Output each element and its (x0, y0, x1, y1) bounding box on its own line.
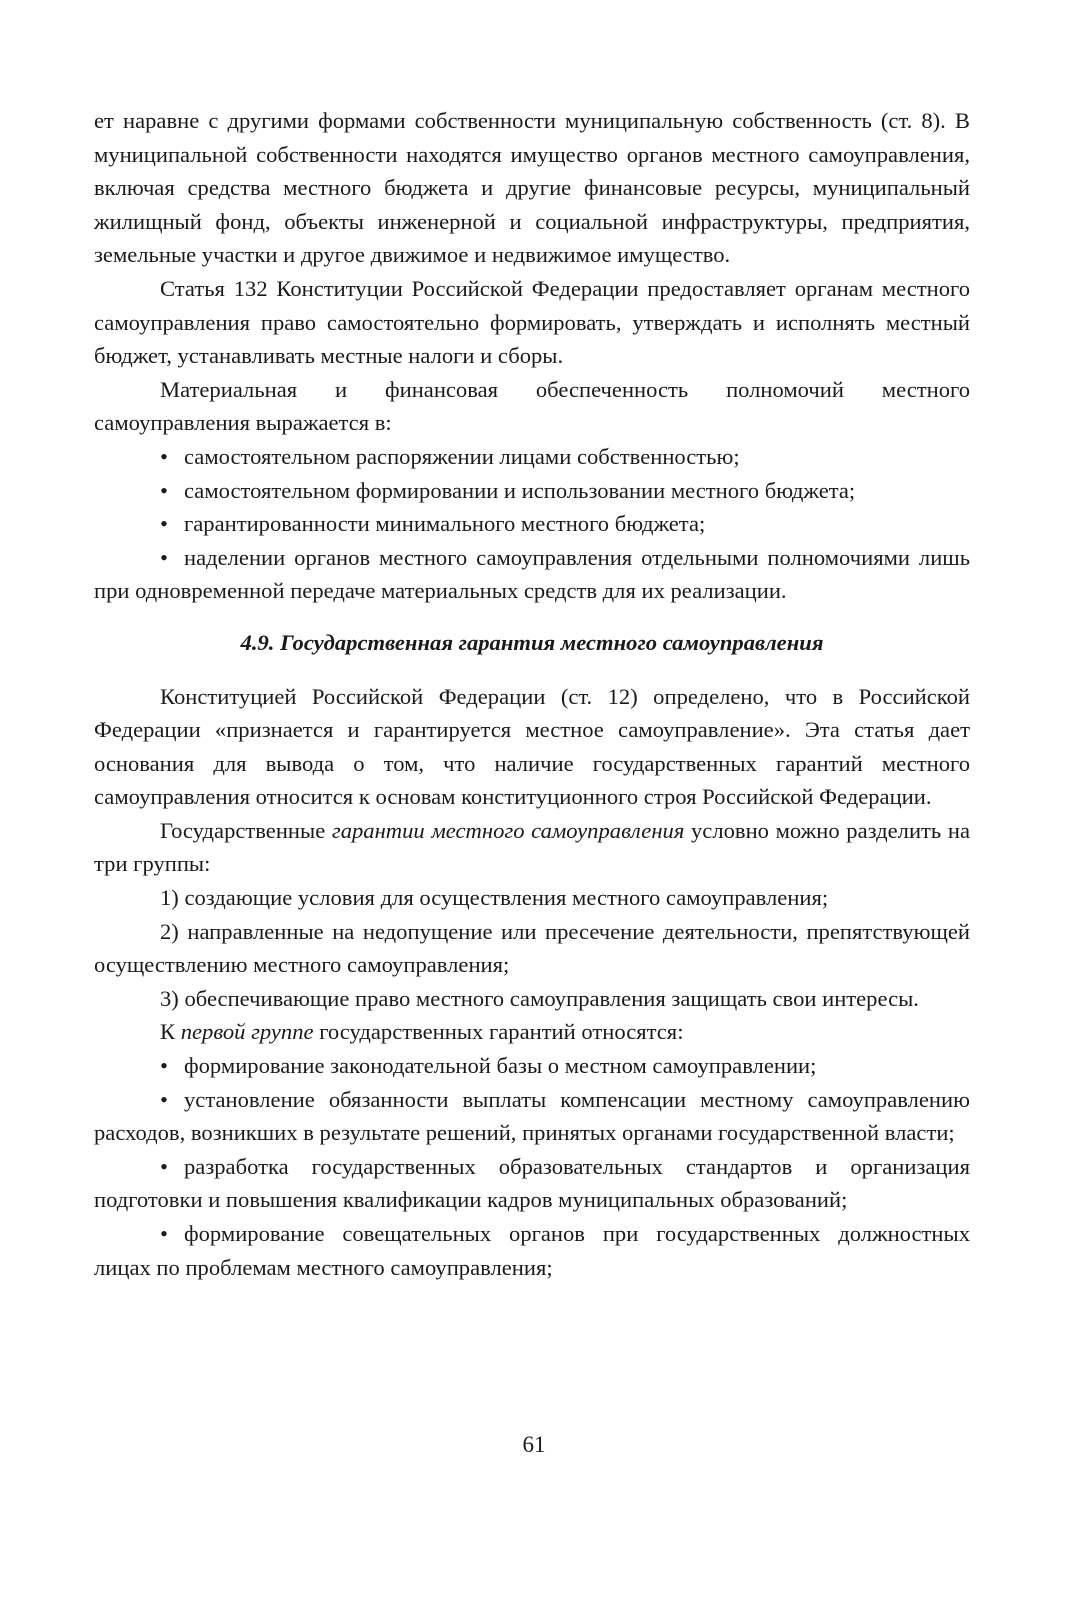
list-item (94, 1150, 970, 1217)
paragraph-material-support: Материальная и финансовая обеспеченность полномочий местного самоуправления выражается в: (94, 376, 970, 436)
bullet-icon: • (160, 544, 168, 570)
italic-term: первой группе (180, 1019, 314, 1045)
bullet-icon: • (160, 1221, 168, 1246)
paragraph-article-132: Статья 132 Конституции Российской Федерации предоставляет органам местного самоуправления право самостоятельно формировать, утверждать и исполнять местный бюджет, устанавливать местные налоги и сборы. (94, 275, 970, 369)
paragraph-constitution-art-12: Конституцией Российской Федерации (ст. 12) определено, что в Российской Федерации «признается и гарантируется местное самоуправление». Эта статья дает основания для вывода о том, что наличие государственных гарантий местного самоуправления относится к основам конституционного строя Российской Федерации. (94, 683, 970, 810)
list-item-text: гарантированности минимального местного бюджета; (184, 511, 706, 537)
list-item (94, 1217, 970, 1284)
paragraph-first-group (94, 1015, 970, 1049)
list-item (94, 1083, 970, 1150)
list-item (94, 440, 970, 474)
list-item-text: самостоятельном формировании и использовании местного бюджета; (184, 477, 856, 503)
list-item-text: формирование совещательных органов при государственных должностных лицах по проблемам местного самоуправления; (94, 1221, 970, 1280)
text-fragment: К (160, 1019, 181, 1045)
italic-term: гарантии местного самоуправления (331, 817, 685, 843)
paragraph-guarantee-groups (94, 814, 970, 881)
bullet-icon: • (160, 1053, 168, 1079)
numbered-item: 1) создающие условия для осуществления местного самоуправления; (160, 885, 829, 911)
list-item (94, 474, 970, 508)
bullet-icon: • (160, 443, 168, 469)
list-item (94, 507, 970, 541)
bullet-icon: • (160, 1086, 168, 1112)
list-item-text: установление обязанности выплаты компенсации местному самоуправлению расходов, возникших в результате решений, принятых органами государственной власти; (94, 1086, 970, 1146)
list-item (94, 541, 970, 608)
paragraph-continued: ет наравне с другими формами собственности муниципальную собственность (ст. 8). В муниципальной собственности находятся имущество органов местного самоуправления, включая средства местного бюджета и другие финансовые ресурсы, муниципальный жилищный фонд, объекты инженерной и социальной инфраструктуры, предприятия, земельные участки и другое движимое и недвижимое имущество. (94, 108, 970, 268)
bullet-icon: • (160, 477, 168, 503)
bullet-icon: • (160, 1153, 168, 1179)
text-fragment: Государственные (160, 817, 332, 843)
list-item-text: наделении органов местного самоуправления отдельными полномочиями лишь при одновременной передаче материальных средств для их реализации. (94, 544, 970, 604)
numbered-item: 3) обеспечивающие право местного самоуправления защищать свои интересы. (160, 985, 919, 1011)
list-item-text: формирование законодательной базы о местном самоуправлении; (184, 1053, 817, 1079)
text-fragment: условно можно разделить на три группы: (94, 817, 971, 877)
page-number: 61 (522, 1432, 546, 1457)
bullet-icon: • (160, 511, 168, 537)
list-item-text: самостоятельном распоряжении лицами собственностью; (184, 443, 740, 469)
text-fragment: государственных гарантий относятся: (313, 1019, 684, 1045)
list-item-text: разработка государственных образовательных стандартов и организация подготовки и повышения квалификации кадров муниципальных образований; (94, 1153, 970, 1213)
numbered-item: 2) направленные на недопущение или пресечение деятельности, препятствующей осуществлению местного самоуправления; (94, 918, 970, 978)
list-item (94, 1049, 970, 1083)
page-body (94, 104, 970, 1284)
section-heading: 4.9. Государственная гарантия местного самоуправления (240, 629, 824, 655)
